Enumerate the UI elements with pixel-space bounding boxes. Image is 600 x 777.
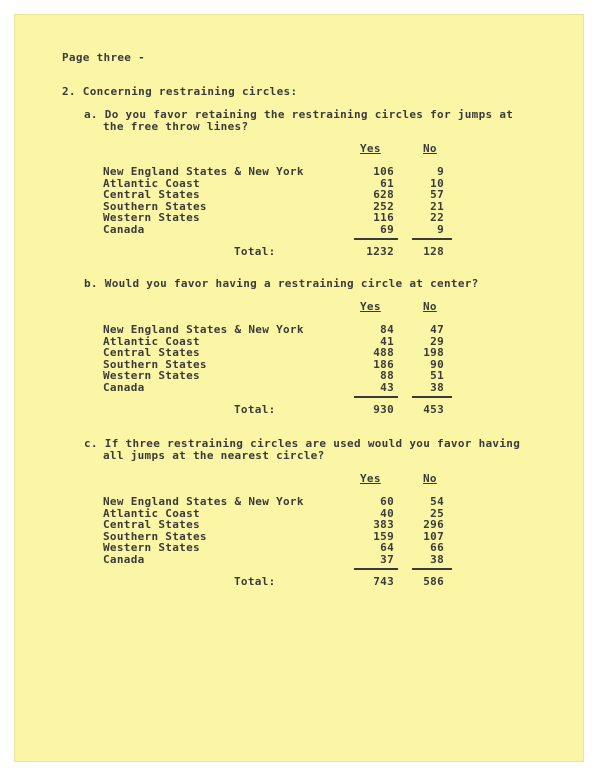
yes-value: 186 [373, 358, 394, 371]
yes-value: 61 [380, 177, 394, 190]
table-row [14, 166, 584, 178]
total-yes: 743 [373, 575, 394, 588]
no-value: 38 [430, 553, 444, 566]
no-value: 29 [430, 335, 444, 348]
region-name: Southern States [103, 358, 207, 371]
region-name: New England States & New York [103, 323, 304, 336]
yes-value: 383 [373, 518, 394, 531]
yes-value: 41 [380, 335, 394, 348]
total-yes: 930 [373, 403, 394, 416]
yes-value: 69 [380, 223, 394, 236]
total-label: Total: [234, 245, 276, 258]
section-title: 2. Concerning restraining circles: [62, 85, 298, 98]
yes-value: 116 [373, 211, 394, 224]
yes-column-header: Yes [360, 142, 381, 155]
region-name: Central States [103, 518, 200, 531]
yes-value: 64 [380, 541, 394, 554]
no-column-header: No [423, 300, 437, 313]
no-value: 47 [430, 323, 444, 336]
no-value: 25 [430, 507, 444, 520]
no-value: 54 [430, 495, 444, 508]
yes-value: 252 [373, 200, 394, 213]
no-value: 107 [423, 530, 444, 543]
no-value: 21 [430, 200, 444, 213]
no-value: 198 [423, 346, 444, 359]
region-name: Southern States [103, 200, 207, 213]
region-name: New England States & New York [103, 495, 304, 508]
total-row [14, 404, 584, 416]
yes-sum-rule [354, 238, 398, 240]
region-name: Central States [103, 188, 200, 201]
total-label: Total: [234, 403, 276, 416]
yes-value: 43 [380, 381, 394, 394]
region-name: Atlantic Coast [103, 507, 200, 520]
no-value: 9 [437, 165, 444, 178]
region-name: Western States [103, 541, 200, 554]
yes-value: 37 [380, 553, 394, 566]
yes-value: 84 [380, 323, 394, 336]
question-c-line1: c. If three restraining circles are used would you favor having [84, 437, 521, 450]
total-no: 128 [423, 245, 444, 258]
table-row [14, 496, 584, 508]
region-name: Canada [103, 381, 145, 394]
table-row [14, 324, 584, 336]
table-row [14, 370, 584, 382]
no-value: 22 [430, 211, 444, 224]
region-name: Canada [103, 223, 145, 236]
no-value: 66 [430, 541, 444, 554]
table-row [14, 382, 584, 394]
yes-column-header: Yes [360, 300, 381, 313]
region-name: Atlantic Coast [103, 177, 200, 190]
total-label: Total: [234, 575, 276, 588]
no-column-header: No [423, 472, 437, 485]
question-c-line2: all jumps at the nearest circle? [103, 449, 325, 462]
yes-value: 106 [373, 165, 394, 178]
question-b-line1: b. Would you favor having a restraining circle at center? [84, 277, 479, 290]
region-name: Western States [103, 211, 200, 224]
no-sum-rule [412, 568, 452, 570]
no-sum-rule [412, 238, 452, 240]
table-row [14, 554, 584, 566]
no-sum-rule [412, 396, 452, 398]
yes-value: 628 [373, 188, 394, 201]
yes-value: 159 [373, 530, 394, 543]
yes-column-header: Yes [360, 472, 381, 485]
region-name: Canada [103, 553, 145, 566]
document-page [14, 14, 584, 762]
yes-value: 60 [380, 495, 394, 508]
total-row [14, 576, 584, 588]
yes-sum-rule [354, 568, 398, 570]
no-column-header: No [423, 142, 437, 155]
total-no: 453 [423, 403, 444, 416]
page-header: Page three - [62, 51, 146, 64]
no-value: 296 [423, 518, 444, 531]
question-a-line1: a. Do you favor retaining the restraining circles for jumps at [84, 108, 514, 121]
no-value: 90 [430, 358, 444, 371]
total-yes: 1232 [366, 245, 394, 258]
no-value: 51 [430, 369, 444, 382]
yes-value: 488 [373, 346, 394, 359]
table-row [14, 519, 584, 531]
yes-value: 88 [380, 369, 394, 382]
table-row [14, 189, 584, 201]
total-row [14, 246, 584, 258]
yes-sum-rule [354, 396, 398, 398]
region-name: Southern States [103, 530, 207, 543]
region-name: New England States & New York [103, 165, 304, 178]
no-value: 9 [437, 223, 444, 236]
total-no: 586 [423, 575, 444, 588]
table-row [14, 542, 584, 554]
no-value: 38 [430, 381, 444, 394]
table-row [14, 224, 584, 236]
question-a-line2: the free throw lines? [103, 120, 249, 133]
yes-value: 40 [380, 507, 394, 520]
table-row [14, 212, 584, 224]
no-value: 57 [430, 188, 444, 201]
region-name: Atlantic Coast [103, 335, 200, 348]
region-name: Western States [103, 369, 200, 382]
table-row [14, 347, 584, 359]
region-name: Central States [103, 346, 200, 359]
no-value: 10 [430, 177, 444, 190]
